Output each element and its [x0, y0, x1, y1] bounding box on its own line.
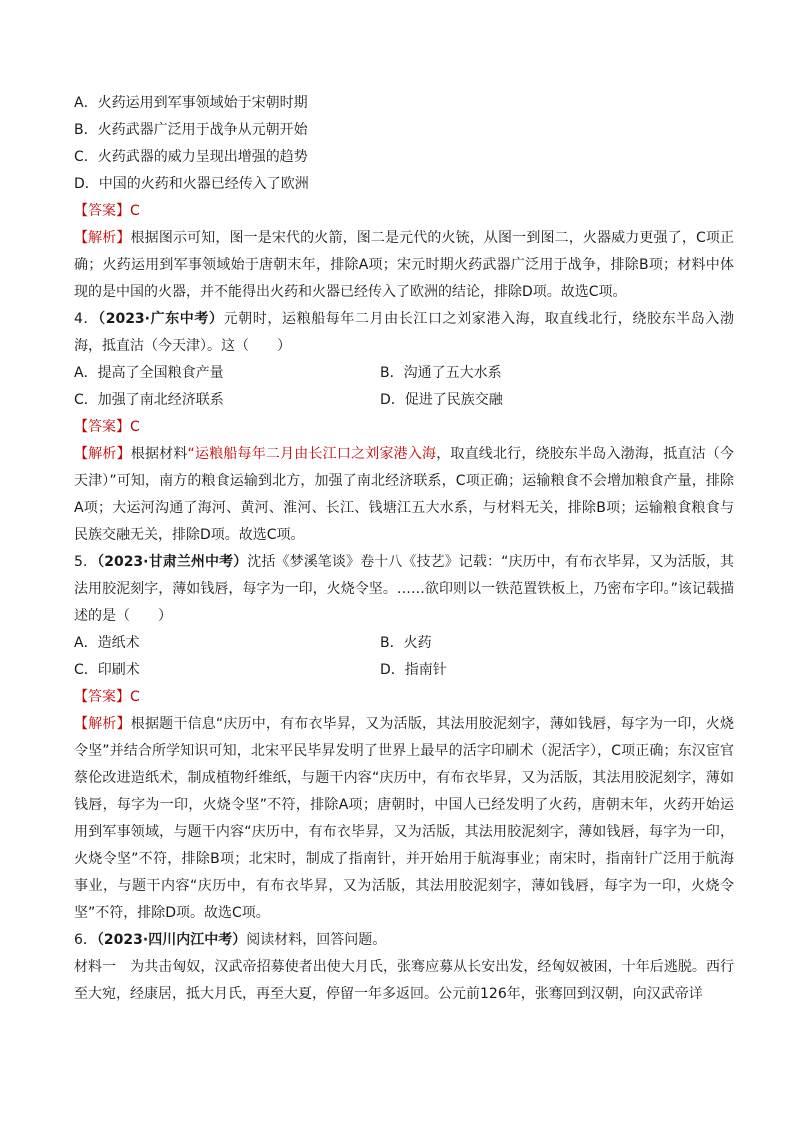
analysis-paragraph [74, 711, 734, 927]
question-3 [74, 90, 734, 306]
options-row-2 [74, 657, 734, 684]
answer-value: C [130, 419, 140, 435]
analysis-text: 根据题干信息“庆历中，有布衣毕昇，又为活版，其法用胶泥刻字，薄如钱唇，每字为一印，火烧令坚”并结合所学知识可知，北宋平民毕昇发明了世界上最早的活字印刷术（泥活字），C项正确；东汉宦官蔡伦改进造纸术，制成植物纤维纸，与题干内容“庆历中，有布衣毕昇，又为活版，其法用胶泥刻字，薄如钱唇，每字为一印，火烧令坚”不符，排除A项；唐朝时，中国人已经发明了火药，唐朝末年，火药开始运用到军事领域，与题干内容“庆历中，有布衣毕昇，又为活版，其法用胶泥刻字，薄如钱唇，每字为一印，火烧令坚”不符，排除B项；北宋时，制成了指南针，并开始用于航海事业；南宋时，指南针广泛用于航海事业，与题干内容“庆历中，有布衣毕昇，又为活版，其法用胶泥刻字，薄如钱唇，每字为一印，火烧令坚”不符，排除D项。故选C项。 [74, 716, 734, 921]
question-5 [74, 549, 734, 927]
options-row-1 [74, 630, 734, 657]
analysis-tag: 【解析】 [74, 716, 131, 732]
question-stem [74, 306, 734, 360]
option-b: B．沟通了五大水系 [380, 365, 502, 381]
analysis-highlight: “运粮船每年二月由长江口之刘家港入海 [187, 446, 437, 462]
question-text: 阅读材料，回答问题。 [246, 932, 387, 948]
question-text: 元朝时，运粮船每年二月由长江口之刘家港入海，取直线北行，绕胶东半岛入渤海，抵直沽（今天津）。这（ ） [74, 311, 734, 354]
material-1: 材料一 为共击匈奴，汉武帝招募使者出使大月氏，张骞应募从长安出发，经匈奴被困，十年后逃脱。西行至大宛，经康居，抵大月氏，再至大夏，停留一年多返回。公元前126年，张骞回到汉朝，向汉武帝详 [74, 959, 734, 1002]
answer-tag: 【答案】 [74, 419, 130, 435]
question-source: （2023·四川内江中考） [96, 932, 247, 948]
answer-tag: 【答案】 [74, 203, 130, 219]
analysis-text-pre: 根据材料 [130, 446, 188, 462]
option-c: C．火药武器的威力呈现出增强的趋势 [74, 149, 308, 165]
question-number: 4． [74, 311, 99, 327]
option-a: A．提高了全国粮食产量 [74, 365, 224, 381]
option-d: D．指南针 [380, 662, 447, 678]
question-4 [74, 306, 734, 549]
option-a: A．火药运用到军事领域始于宋朝时期 [74, 95, 308, 111]
option-c: C．加强了南北经济联系 [74, 392, 224, 408]
question-6 [74, 927, 734, 1008]
answer-line [74, 414, 734, 441]
question-stem [74, 549, 734, 630]
question-stem [74, 927, 734, 954]
answer-tag: 【答案】 [74, 689, 130, 705]
answer-value: C [130, 689, 140, 705]
option-d: D．促进了民族交融 [380, 392, 503, 408]
answer-line [74, 684, 734, 711]
analysis-tag: 【解析】 [74, 446, 131, 462]
analysis-paragraph [74, 441, 734, 549]
question-number: 6． [74, 932, 97, 948]
option-b: B．火药武器广泛用于战争从元朝开始 [74, 122, 308, 138]
option-a: A．造纸术 [74, 635, 140, 651]
option-d: D．中国的火药和火器已经传入了欧洲 [74, 176, 309, 192]
question-source: （2023·广东中考） [98, 311, 224, 327]
document-page [74, 90, 734, 1008]
analysis-text: 根据图示可知，图一是宋代的火箭，图二是元代的火铳，从图一到图二，火器威力更强了，C项正确；火药运用到军事领域始于唐朝末年，排除A项；宋元时期火药武器广泛用于战争，排除B项；材料中体现的是中国的火器，并不能得出火药和火器已经传入了欧洲的结论，排除D项。故选C项。 [74, 230, 734, 300]
question-source: （2023·甘肃兰州中考） [97, 554, 248, 570]
analysis-text-post: ，取直线北行，绕胶东半岛入渤海，抵直沽（今天津）”可知，南方的粮食运输到北方，加强了南北经济联系，C项正确；运输粮食不会增加粮食产量，排除A项；大运河沟通了海河、黄河、淮河、长江、钱塘江五大水系，与材料无关，排除B项；运输粮食粮食与民族交融无关，排除D项。故选C项。 [74, 446, 734, 543]
options-row-2 [74, 387, 734, 414]
question-text: 沈括《梦溪笔谈》卷十八《技艺》记载：“庆历中，有布衣毕昇，又为活版，其法用胶泥刻字，薄如钱唇，每字为一印，火烧令坚。……欲印则以一铁范置铁板上，乃密布字印。”该记载描述的是（ ） [74, 554, 734, 624]
analysis-paragraph [74, 225, 734, 306]
option-c: C．印刷术 [74, 662, 140, 678]
option-b: B．火药 [380, 635, 432, 651]
options-row-1 [74, 360, 734, 387]
question-number: 5． [74, 554, 98, 570]
answer-value: C [130, 203, 140, 219]
answer-line [74, 198, 734, 225]
analysis-tag: 【解析】 [74, 230, 131, 246]
